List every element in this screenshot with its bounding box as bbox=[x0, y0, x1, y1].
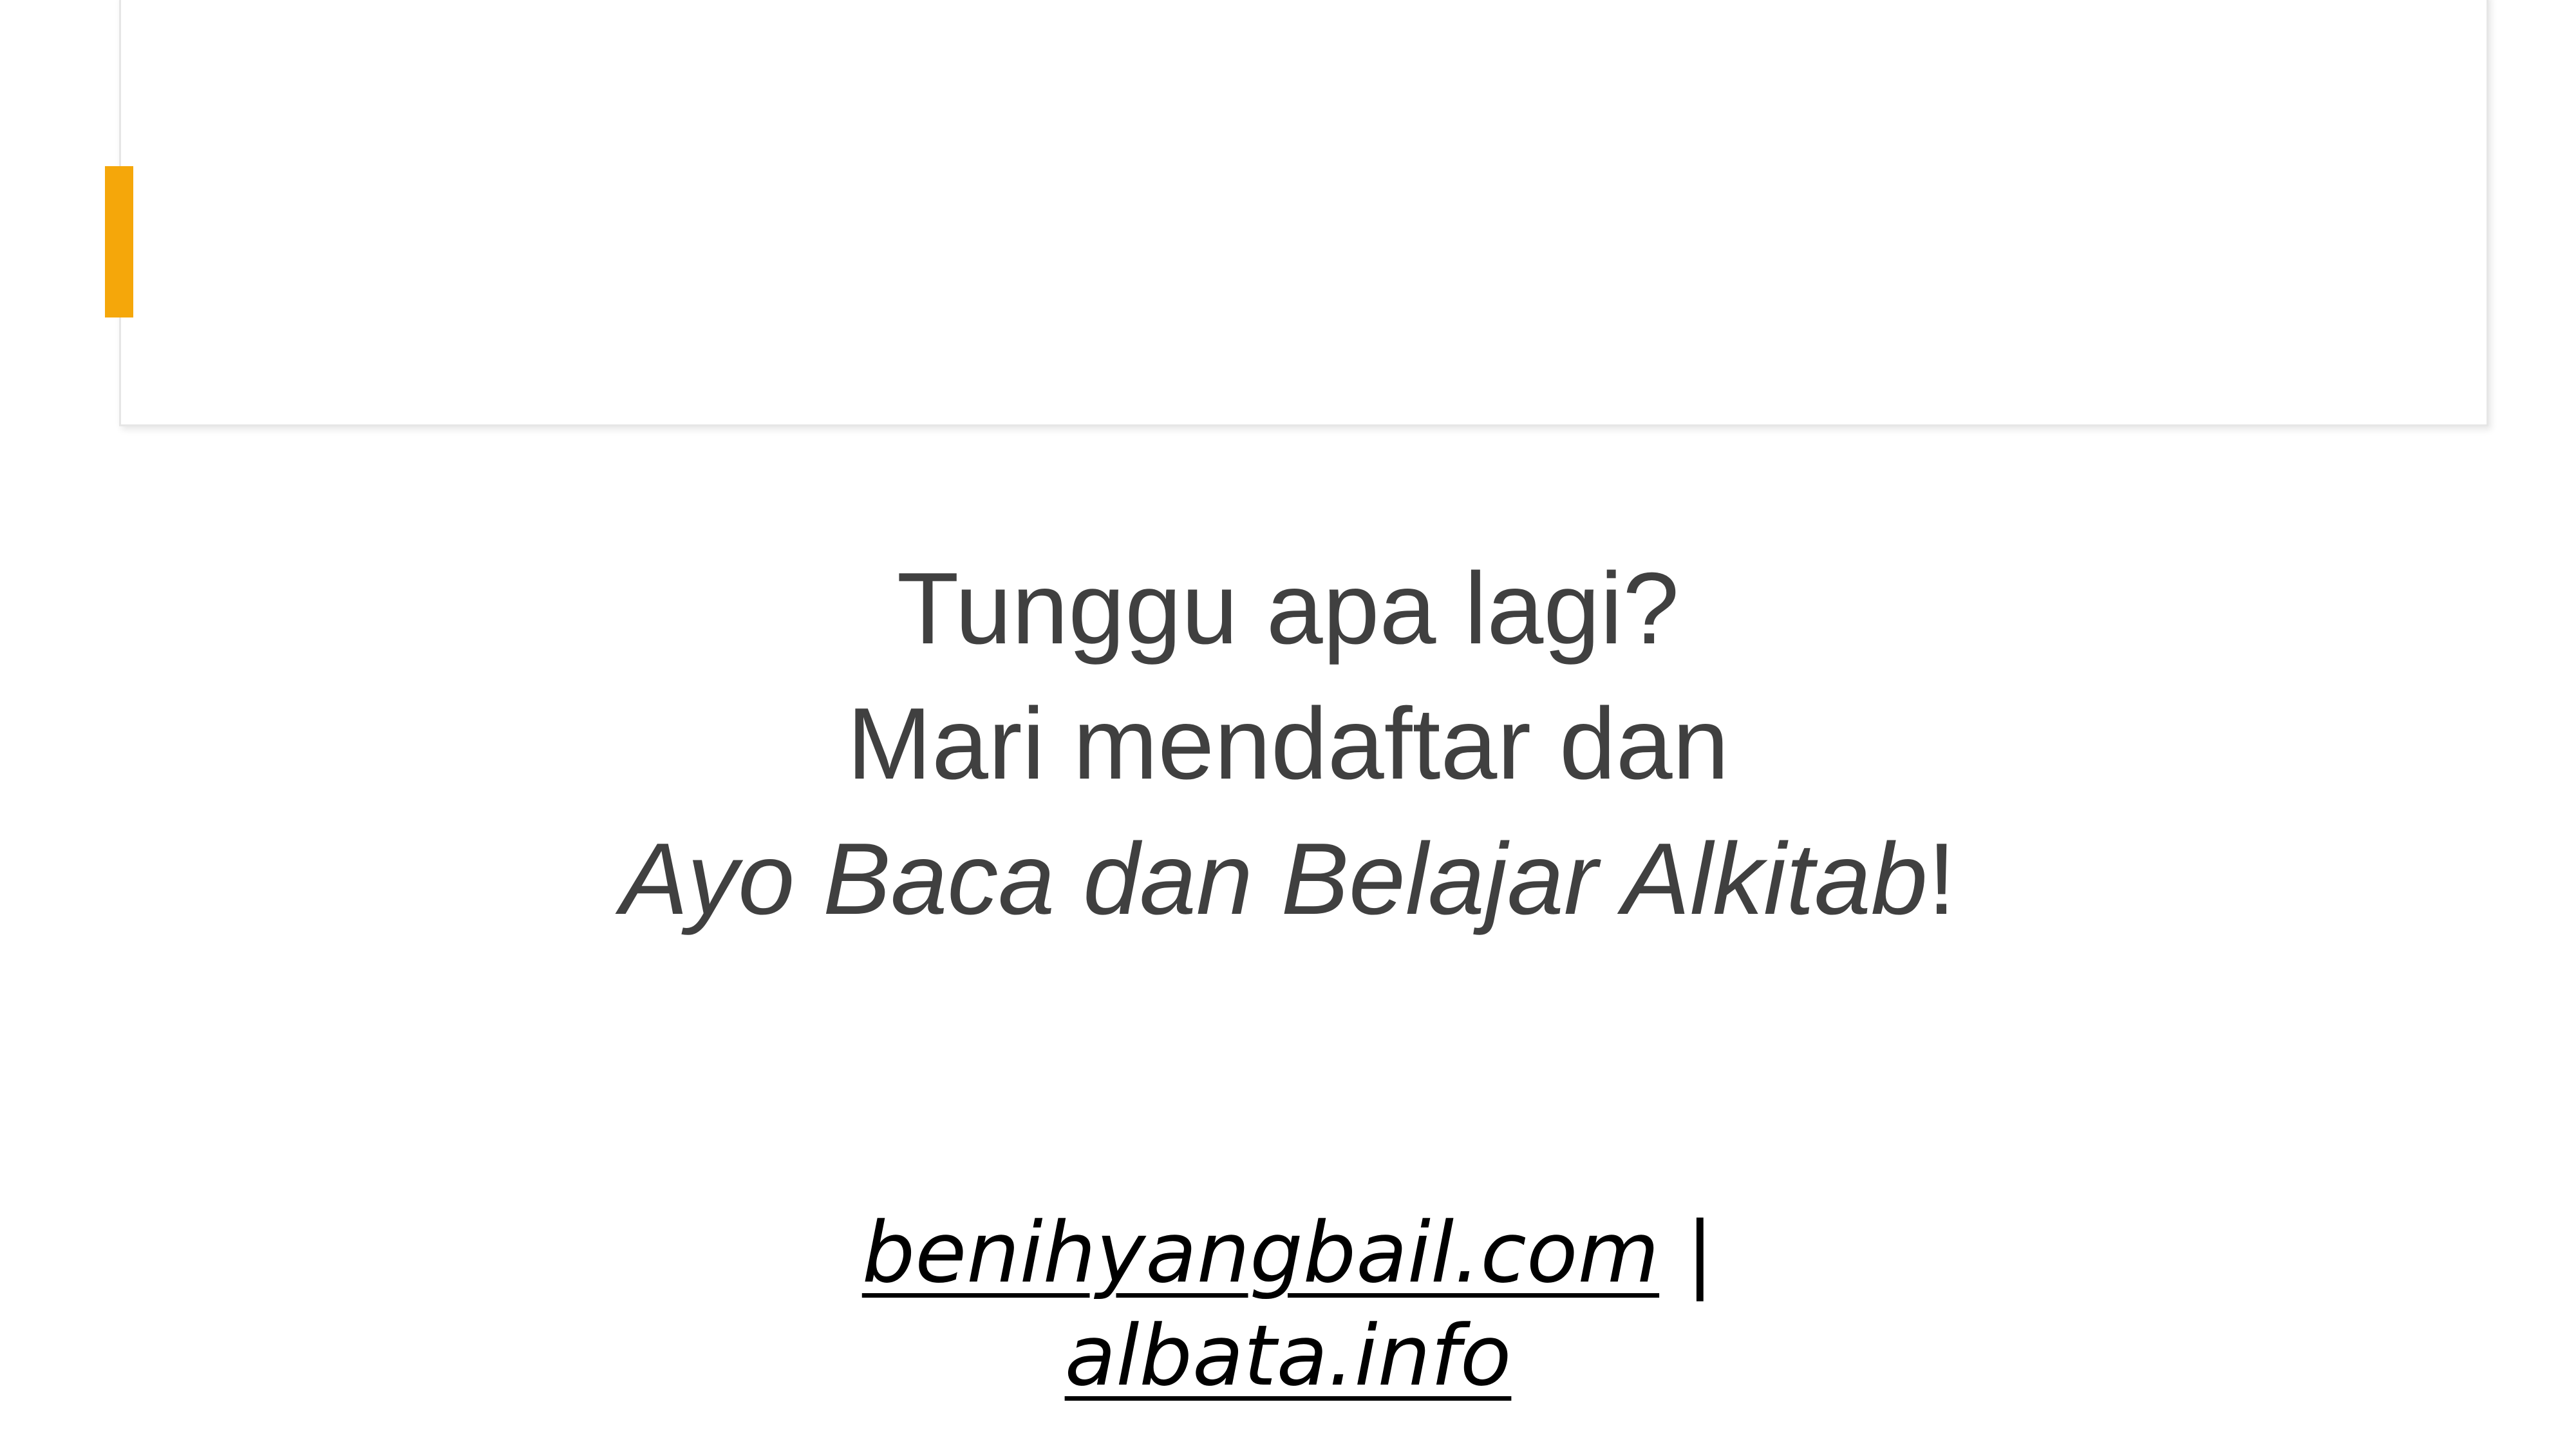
footer-line-1 bbox=[0, 1201, 2576, 1304]
body-emphasis-text: Ayo Baca dan Belajar Alkitab bbox=[620, 822, 1928, 936]
body-line-1: Tunggu apa lagi? bbox=[896, 552, 1680, 665]
footer-line-2 bbox=[0, 1304, 2576, 1407]
link-albata[interactable]: albata.info bbox=[1064, 1307, 1512, 1405]
footer-links bbox=[0, 1201, 2576, 1407]
slide-body-text bbox=[0, 541, 2576, 947]
title-accent-bar bbox=[105, 166, 133, 317]
link-benihyangbail[interactable]: benihyangbail.com bbox=[861, 1204, 1660, 1302]
body-exclamation: ! bbox=[1927, 822, 1956, 936]
title-placeholder-card bbox=[119, 0, 2488, 426]
link-separator: | bbox=[1659, 1204, 1715, 1302]
body-line-2: Mari mendaftar dan bbox=[847, 687, 1729, 800]
body-line-3 bbox=[0, 811, 2576, 947]
